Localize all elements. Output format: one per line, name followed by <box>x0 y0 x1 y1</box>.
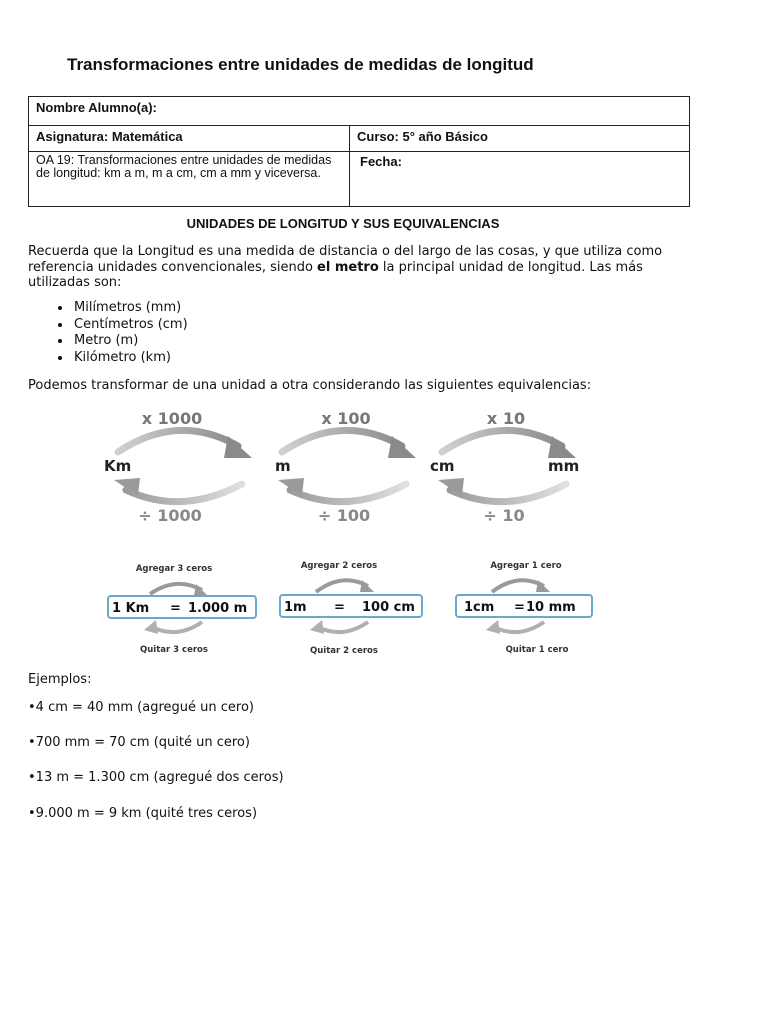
intro-paragraph <box>28 244 678 291</box>
arrow-divide-cm-m <box>278 478 406 502</box>
remove-zeros-label: Quitar 1 cero <box>505 645 569 655</box>
equality-right: 10 mm <box>526 600 576 615</box>
unit-label-m: m <box>275 457 291 475</box>
arrow-multiply-km-m <box>118 430 252 458</box>
small-arrow-right-icon <box>150 584 202 594</box>
add-zeros-label: Agregar 1 cero <box>490 561 562 571</box>
intro-bold-metro: el metro <box>317 259 379 275</box>
remove-zeros-label: Quitar 2 ceros <box>310 646 378 656</box>
multiplier-label: x 1000 <box>141 409 203 428</box>
list-item: • Milímetros (mm) <box>72 300 188 317</box>
multiplier-label: x 10 <box>486 409 526 428</box>
oa-text: OA 19: Transformaciones entre unidades de medidas de longitud: km a m, m a cm, cm a mm y viceversa. <box>36 153 332 180</box>
arrow-multiply-m-cm <box>282 430 416 458</box>
small-arrow-left-icon <box>316 622 368 632</box>
arrow-divide-mm-cm <box>438 478 566 502</box>
equality-sign: = <box>170 601 181 616</box>
arrow-multiply-cm-mm <box>442 430 576 458</box>
unit-label-mm: mm <box>548 457 580 475</box>
arrowhead-icon <box>310 620 324 634</box>
example-item: •4 cm = 40 mm (agregué un cero) <box>28 700 254 715</box>
list-item: • Kilómetro (km) <box>72 350 188 367</box>
student-info-table <box>28 96 690 207</box>
example-item: •9.000 m = 9 km (quité tres ceros) <box>28 806 258 821</box>
example-item: •13 m = 1.300 cm (agregué dos ceros) <box>28 770 284 785</box>
equality-cm-mm <box>456 595 592 617</box>
arrowhead-icon <box>360 580 374 592</box>
add-zeros-label: Agregar 3 ceros <box>135 564 213 574</box>
equality-right: 100 cm <box>362 600 415 615</box>
small-arrow-left-icon <box>150 622 202 632</box>
nombre-alumno-cell: Nombre Alumno(a): <box>29 97 690 126</box>
curso-cell: Curso: 5° año Básico <box>350 126 690 152</box>
units-list <box>48 300 188 366</box>
small-arrow-right-icon <box>492 580 544 592</box>
small-arrow-right-icon <box>316 580 368 592</box>
arrow-divide-m-km <box>114 478 242 502</box>
equality-sign: = <box>334 600 345 615</box>
asignatura-cell: Asignatura: Matemática <box>29 126 350 152</box>
list-item: • Centímetros (cm) <box>72 317 188 334</box>
intro-part1: Recuerda que la Longitud es una medida de distancia o del largo de las cosas, y que utiliza como referencia unidades convencionales, siendo <box>28 244 663 275</box>
equality-sign: = <box>514 600 525 615</box>
equality-left: 1cm <box>464 600 495 615</box>
multiplier-label: x 100 <box>321 409 371 428</box>
remove-zeros-label: Quitar 3 ceros <box>140 645 208 655</box>
equality-left: 1m <box>284 600 307 615</box>
equivalences-diagram <box>90 400 610 670</box>
section-title: UNIDADES DE LONGITUD Y SUS EQUIVALENCIAS <box>186 216 500 231</box>
divisor-label: ÷ 1000 <box>138 506 202 525</box>
arrowhead-icon <box>486 620 500 634</box>
divisor-label: ÷ 100 <box>317 506 371 525</box>
example-item: •700 mm = 70 cm (quité un cero) <box>28 735 250 750</box>
page-title: Transformaciones entre unidades de medidas de longitud <box>67 55 534 74</box>
list-item: • Metro (m) <box>72 333 188 350</box>
divisor-label: ÷ 10 <box>483 506 525 525</box>
equality-right: 1.000 m <box>188 601 248 616</box>
intro-part2: la principal unidad de longitud. Las más utilizadas son: <box>28 259 643 290</box>
arrowhead-icon <box>194 584 208 596</box>
add-zeros-label: Agregar 2 ceros <box>300 561 378 571</box>
arrowhead-icon <box>536 580 550 592</box>
fecha-cell: Fecha: <box>350 152 690 207</box>
equality-km-m <box>108 596 256 618</box>
equality-left: 1 Km <box>112 601 150 616</box>
oa-cell <box>29 152 350 207</box>
transform-text: Podemos transformar de una unidad a otra considerando las siguientes equivalencias: <box>28 378 592 393</box>
ejemplos-label: Ejemplos: <box>28 672 92 687</box>
small-arrow-left-icon <box>492 622 544 632</box>
unit-label-cm: cm <box>430 457 455 475</box>
arrowhead-icon <box>144 620 158 634</box>
unit-label-km: Km <box>104 457 132 475</box>
equality-m-cm <box>280 595 422 617</box>
